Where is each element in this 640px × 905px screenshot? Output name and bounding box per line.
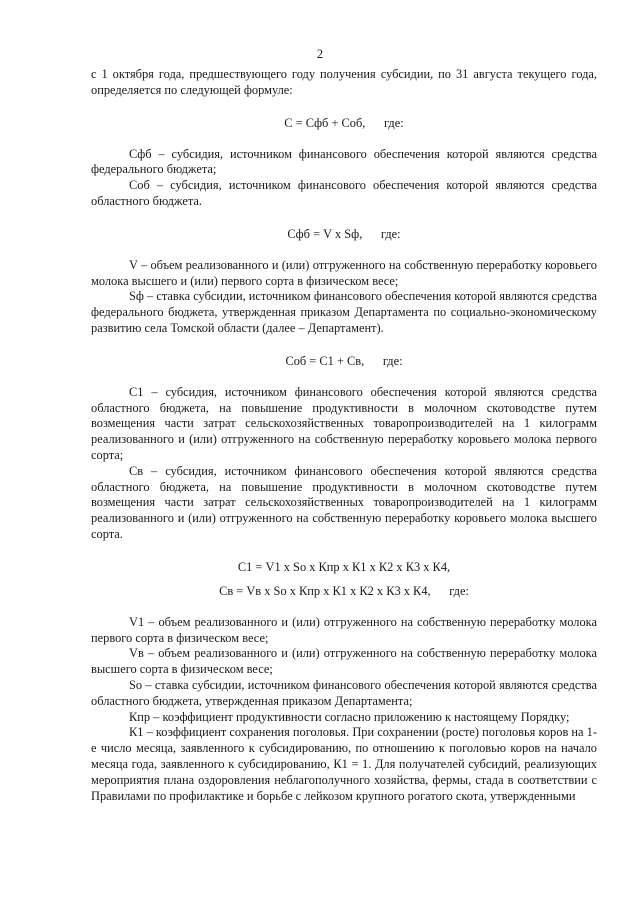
v-definition: V – объем реализованного и (или) отгруженного на собственную переработку коровьего молока высшего и (или) первого сорта в физическом весе; (91, 257, 597, 288)
sf-definition: Sф – ставка субсидии, источником финансового обеспечения которой являются средства федерального бюджета, утвержденная приказом Департамента по социально-экономическому развитию села Томской области (далее – Департамент). (91, 289, 597, 335)
kpr-definition: Кпр – коэффициент продуктивности согласно приложению к настоящему Порядку; (129, 709, 570, 724)
so-definition: So – ставка субсидии, источником финансового обеспечения которой являются средства областного бюджета, утвержденная приказом Департамента; (91, 677, 597, 708)
document-body (91, 67, 597, 804)
page-number: 2 (316, 47, 324, 61)
formula-c: С = Сфб + Соб, где: (284, 115, 404, 130)
cv-definition: Св – субсидия, источником финансового обеспечения которой являются средства областного бюджета, на повышение продуктивности в молочном скотоводстве путем возмещения части затрат сельскохозяйственных товаропроизводителей на 1 килограмм реализованного и (или) отгруженного на собственную переработку коровьего молока высшего сорта. (91, 463, 597, 541)
k1-definition: К1 – коэффициент сохранения поголовья. При сохранении (росте) поголовья коров на 1-е число месяца, заявленного к субсидированию, по отношению к поголовью коров на начало месяца года, заявленного к субсидированию, К1 = 1. Для получателей субсидий, реализующих мероприятия плана оздоровления неблагополучного хозяйства, фермы, стада в соответствии с Правилами по профилактике и борьбе с лейкозом крупного рогатого скота, утвержденными (91, 725, 597, 803)
vv-definition: Vв – объем реализованного и (или) отгруженного на собственную переработку молока высшего сорта в физическом весе; (91, 646, 597, 677)
sfb-definition: Сфб – субсидия, источником финансового обеспечения которой являются средства федерального бюджета; (91, 146, 597, 177)
intro-paragraph: с 1 октября года, предшествующего году получения субсидии, по 31 августа текущего года, определяется по следующей формуле: (91, 67, 597, 97)
formula-sob: Соб = С1 + Св, где: (285, 353, 403, 368)
formula-sfb: Сфб = V x Sф, где: (287, 226, 401, 241)
sob-definition: Соб – субсидия, источником финансового обеспечения которой являются средства областного бюджета. (91, 178, 597, 208)
c1-definition: С1 – субсидия, источником финансового обеспечения которой являются средства областного бюджета, на повышение продуктивности в молочном скотоводстве путем возмещения части затрат сельскохозяйственных товаропроизводителей на 1 килограмм реализованного и (или) отгруженного на собственную переработку коровьего молока первого сорта; (91, 384, 597, 462)
formula-cv: Св = Vв x So x Кпр x К1 x К2 x К3 x К4, где: (219, 583, 469, 598)
formula-c1: С1 = V1 x So x Кпр x К1 x К2 x К3 x К4, (237, 559, 451, 574)
v1-definition: V1 – объем реализованного и (или) отгруженного на собственную переработку молока первого сорта в физическом весе; (91, 614, 597, 645)
